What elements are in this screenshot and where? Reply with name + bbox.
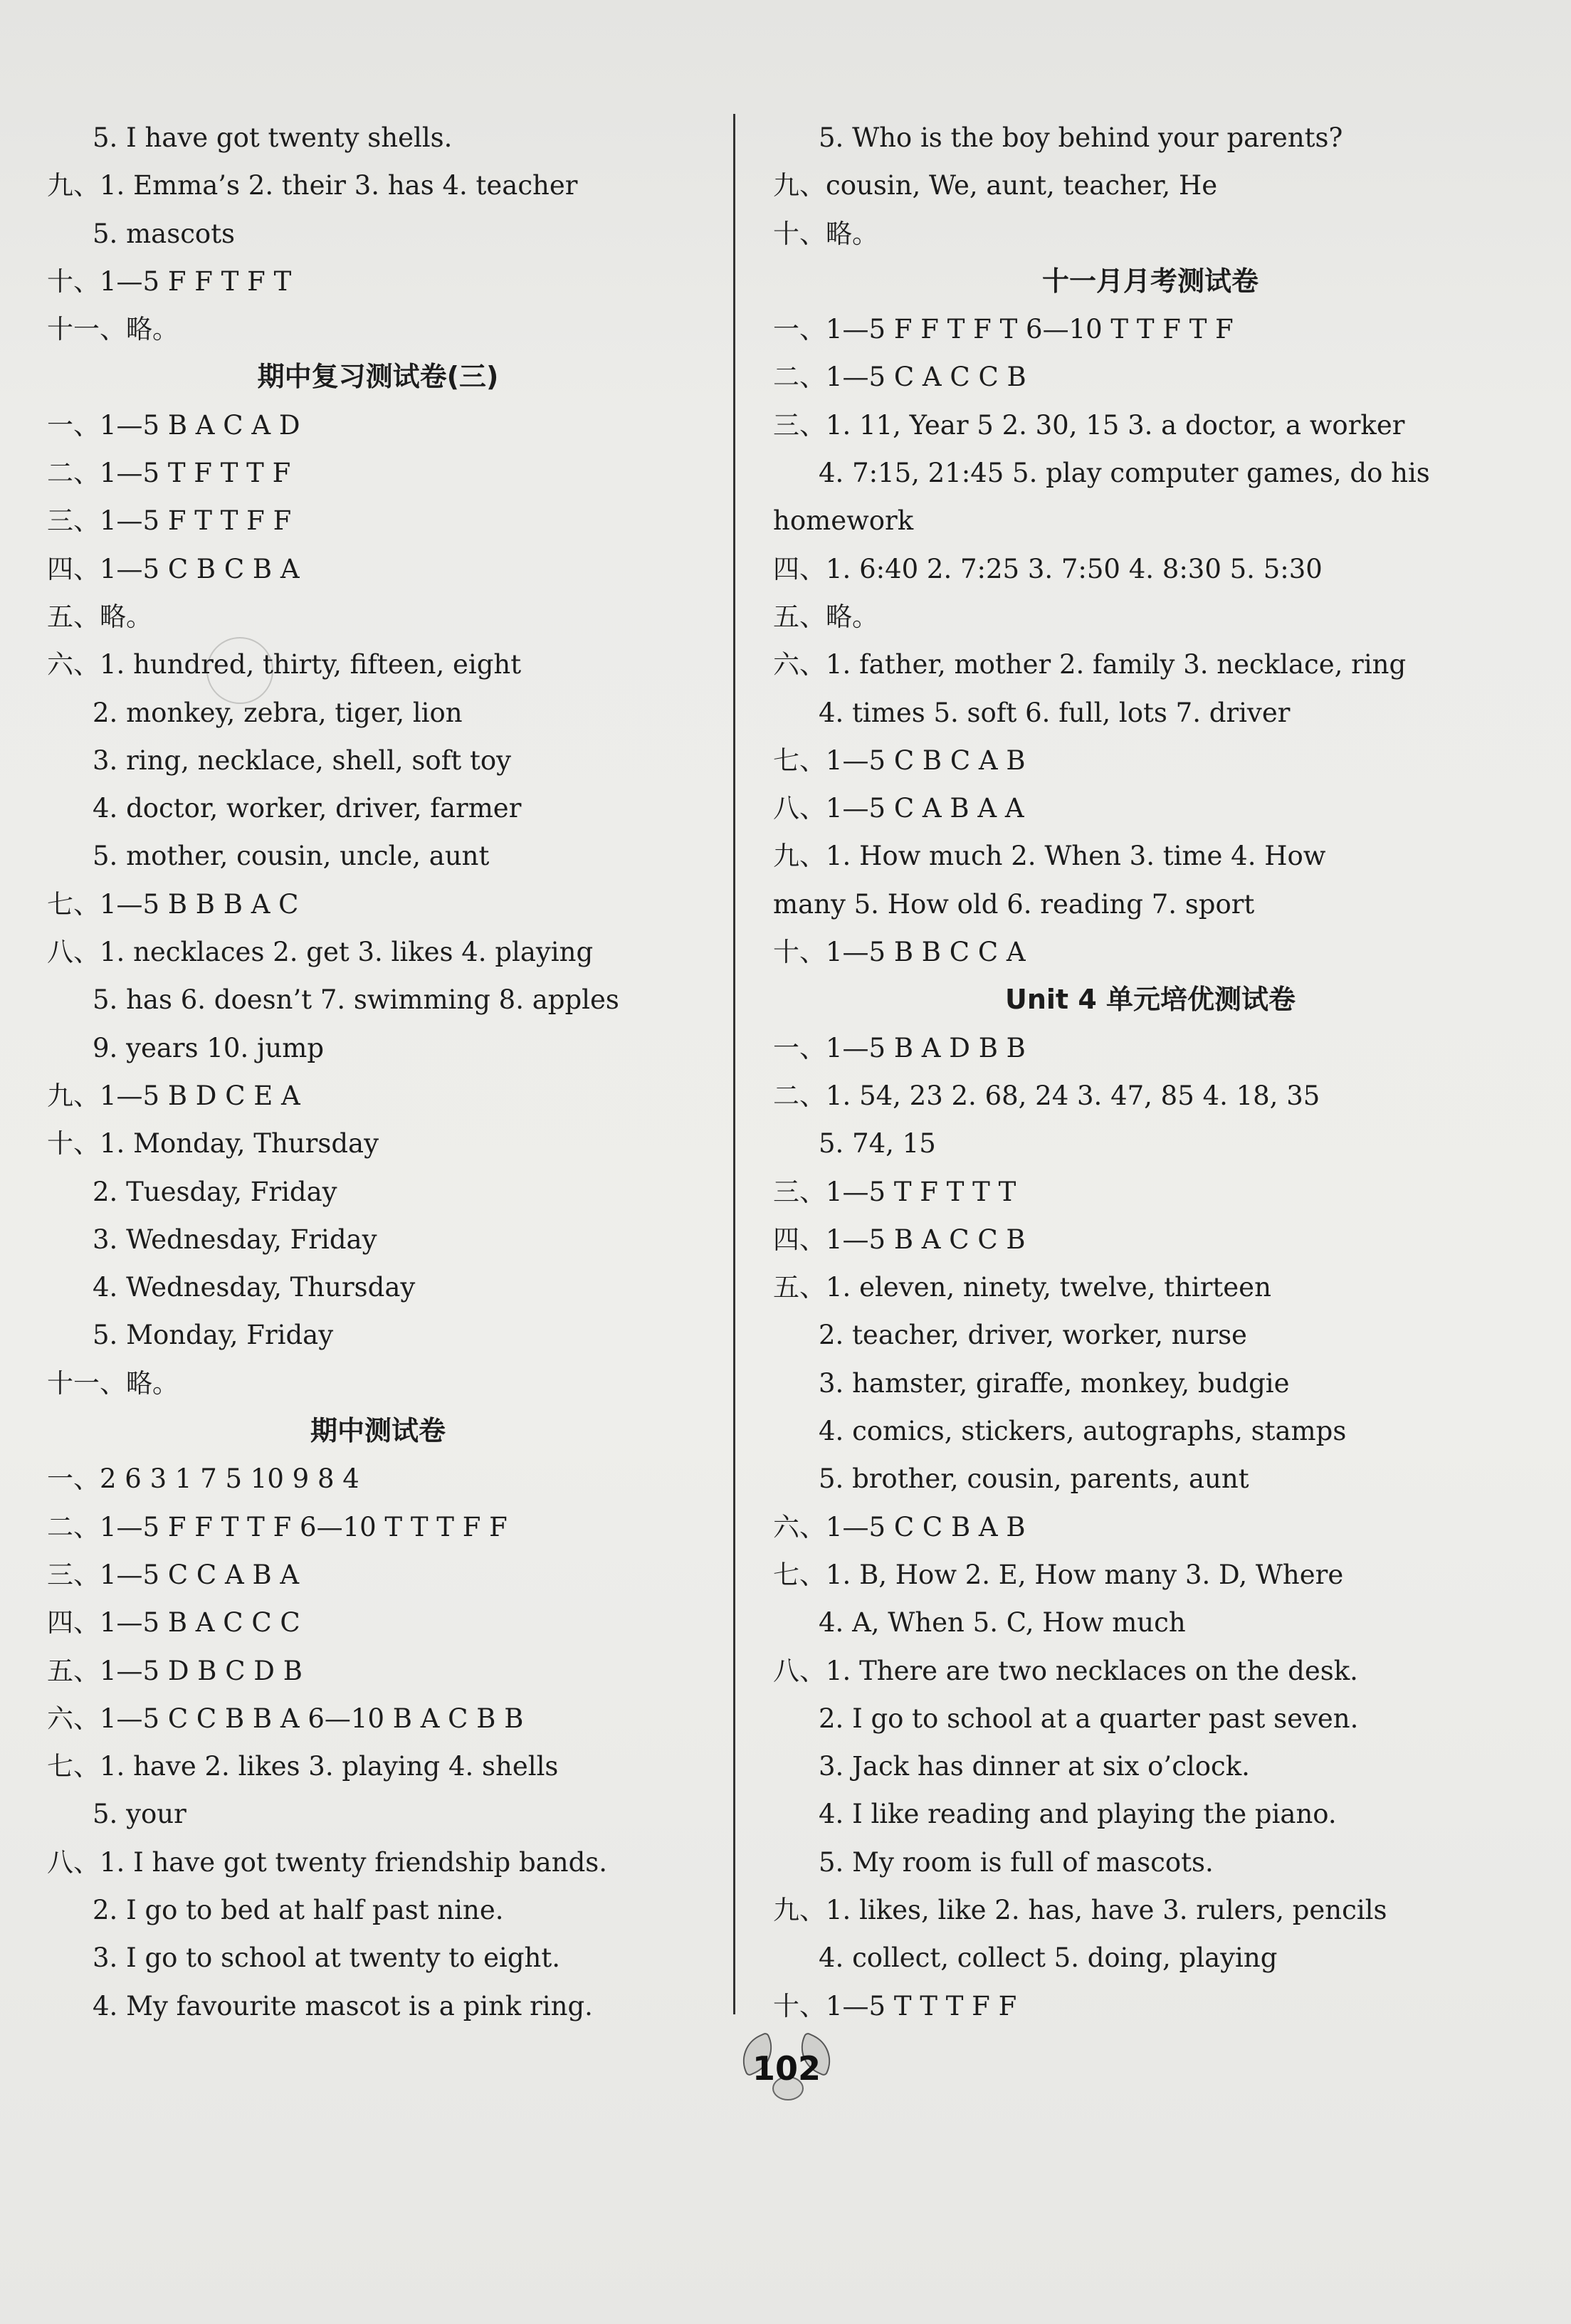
answer-line: 4. comics, stickers, autographs, stamps — [819, 1416, 1347, 1447]
answer-line: 2. monkey, zebra, tiger, lion — [93, 697, 463, 728]
answer-line: 八、1. I have got twenty friendship bands. — [47, 1846, 608, 1878]
answer-line: 9. years 10. jump — [93, 1032, 325, 1063]
answer-line: 4. I like reading and playing the piano. — [819, 1799, 1337, 1830]
column-divider — [733, 114, 735, 2014]
answer-line: 5. I have got twenty shells. — [93, 122, 453, 153]
answer-line: 一、1—5 B A C A D — [47, 409, 300, 441]
answer-line: 三、1—5 F T T F F — [47, 505, 292, 537]
answer-line: 九、1—5 B D C E A — [47, 1080, 300, 1111]
answer-line: 九、1. likes, like 2. has, have 3. rulers, pencils — [773, 1894, 1387, 1925]
answer-line: 五、1—5 D B C D B — [47, 1655, 303, 1686]
answer-line: 3. I go to school at twenty to eight. — [93, 1942, 561, 1974]
answer-line: 3. ring, necklace, shell, soft toy — [93, 745, 512, 776]
answer-line: 十一、略。 — [47, 1367, 179, 1399]
answer-line: 四、1—5 B A C C B — [773, 1224, 1026, 1255]
answer-line: 三、1—5 T F T T T — [773, 1176, 1016, 1207]
answer-line: 十一、略。 — [47, 314, 179, 345]
answer-line: 二、1. 54, 23 2. 68, 24 3. 47, 85 4. 18, 35 — [773, 1080, 1320, 1111]
answer-line: 二、1—5 F F T T F 6—10 T T T F F — [47, 1511, 508, 1542]
answer-line: 2. teacher, driver, worker, nurse — [819, 1320, 1247, 1351]
answer-line: 2. Tuesday, Friday — [93, 1176, 337, 1207]
answer-line: 五、1. eleven, ninety, twelve, thirteen — [773, 1272, 1271, 1303]
page-number: 102 — [752, 2049, 821, 2088]
answer-line: 四、1—5 B A C C C — [47, 1607, 300, 1639]
section-heading: 十一月月考测试卷 — [1041, 265, 1259, 297]
section-heading: 期中测试卷 — [310, 1415, 446, 1447]
answer-line: 九、1. Emma’s 2. their 3. has 4. teacher — [47, 170, 578, 201]
section-heading: Unit 4 单元培优测试卷 — [1005, 984, 1296, 1016]
answer-line: 十、1—5 F F T F T — [47, 265, 292, 297]
answer-line: 七、1—5 B B B A C — [47, 888, 299, 920]
answer-line: 5. mascots — [93, 218, 236, 249]
answer-line: 5. 74, 15 — [819, 1128, 936, 1160]
answer-line: 3. hamster, giraffe, monkey, budgie — [819, 1367, 1290, 1399]
answer-line: 4. times 5. soft 6. full, lots 7. driver — [819, 697, 1291, 728]
page-number-badge — [733, 2032, 840, 2110]
answer-line: 2. I go to bed at half past nine. — [93, 1894, 504, 1925]
answer-line: 六、1. father, mother 2. family 3. necklace, ring — [773, 649, 1407, 680]
answer-line: 4. A, When 5. C, How much — [819, 1607, 1186, 1639]
answer-line: 五、略。 — [773, 601, 878, 632]
answer-line: 七、1—5 C B C A B — [773, 745, 1026, 776]
answer-line: 5. has 6. doesn’t 7. swimming 8. apples — [93, 984, 619, 1016]
answer-line: 一、1—5 F F T F T 6—10 T T F T F — [773, 314, 1234, 345]
answer-line: 5. your — [93, 1799, 186, 1830]
answer-line: 3. Jack has dinner at six o’clock. — [819, 1751, 1250, 1782]
answer-line: 十、略。 — [773, 218, 878, 249]
left-column — [47, 114, 709, 2030]
answer-line: 六、1. hundred, thirty, fifteen, eight — [47, 649, 522, 680]
answer-line: 六、1—5 C C B B A 6—10 B A C B B — [47, 1703, 524, 1734]
answer-line: 一、1—5 B A D B B — [773, 1032, 1026, 1063]
answer-line: 4. doctor, worker, driver, farmer — [93, 793, 522, 824]
answer-line: 七、1. have 2. likes 3. playing 4. shells — [47, 1751, 559, 1782]
answer-line: 十、1. Monday, Thursday — [47, 1128, 379, 1160]
answer-line: 四、1—5 C B C B A — [47, 553, 300, 584]
answer-line: 4. My favourite mascot is a pink ring. — [93, 1990, 593, 2021]
answer-line: 六、1—5 C C B A B — [773, 1511, 1026, 1542]
answer-line: 二、1—5 T F T T F — [47, 458, 291, 489]
answer-line: 一、2 6 3 1 7 5 10 9 8 4 — [47, 1463, 359, 1495]
answer-line: 八、1. There are two necklaces on the desk. — [773, 1655, 1358, 1686]
answer-line: 九、1. How much 2. When 3. time 4. How — [773, 841, 1326, 872]
answer-line: 5. My room is full of mascots. — [819, 1846, 1214, 1878]
answer-line: 四、1. 6:40 2. 7:25 3. 7:50 4. 8:30 5. 5:30 — [773, 553, 1323, 584]
answer-line: 5. mother, cousin, uncle, aunt — [93, 841, 490, 872]
answer-line: homework — [773, 505, 914, 537]
answer-line: 4. 7:15, 21:45 5. play computer games, do his — [819, 458, 1430, 489]
answer-line: 三、1. 11, Year 5 2. 30, 15 3. a doctor, a worker — [773, 409, 1405, 441]
answer-line: 2. I go to school at a quarter past seven. — [819, 1703, 1359, 1734]
answer-line: 4. collect, collect 5. doing, playing — [819, 1942, 1278, 1974]
answer-line: 二、1—5 C A C C B — [773, 362, 1026, 393]
answer-line: many 5. How old 6. reading 7. sport — [773, 888, 1255, 920]
section-heading: 期中复习测试卷(三) — [257, 361, 499, 393]
answer-line: 5. Who is the boy behind your parents? — [819, 122, 1343, 153]
answer-line: 3. Wednesday, Friday — [93, 1224, 377, 1255]
answer-line: 十、1—5 B B C C A — [773, 937, 1026, 968]
answer-line: 七、1. B, How 2. E, How many 3. D, Where — [773, 1559, 1344, 1590]
answer-line: 5. Monday, Friday — [93, 1320, 334, 1351]
answer-line: 五、略。 — [47, 601, 152, 632]
answer-line: 十、1—5 T T T F F — [773, 1990, 1017, 2021]
right-column — [773, 114, 1528, 2030]
answer-line: 八、1—5 C A B A A — [773, 793, 1024, 824]
answer-line: 5. brother, cousin, parents, aunt — [819, 1463, 1249, 1495]
answer-line: 4. Wednesday, Thursday — [93, 1272, 416, 1303]
answer-line: 三、1—5 C C A B A — [47, 1559, 300, 1590]
answer-line: 九、cousin, We, aunt, teacher, He — [773, 170, 1218, 201]
answer-line: 八、1. necklaces 2. get 3. likes 4. playing — [47, 937, 594, 968]
